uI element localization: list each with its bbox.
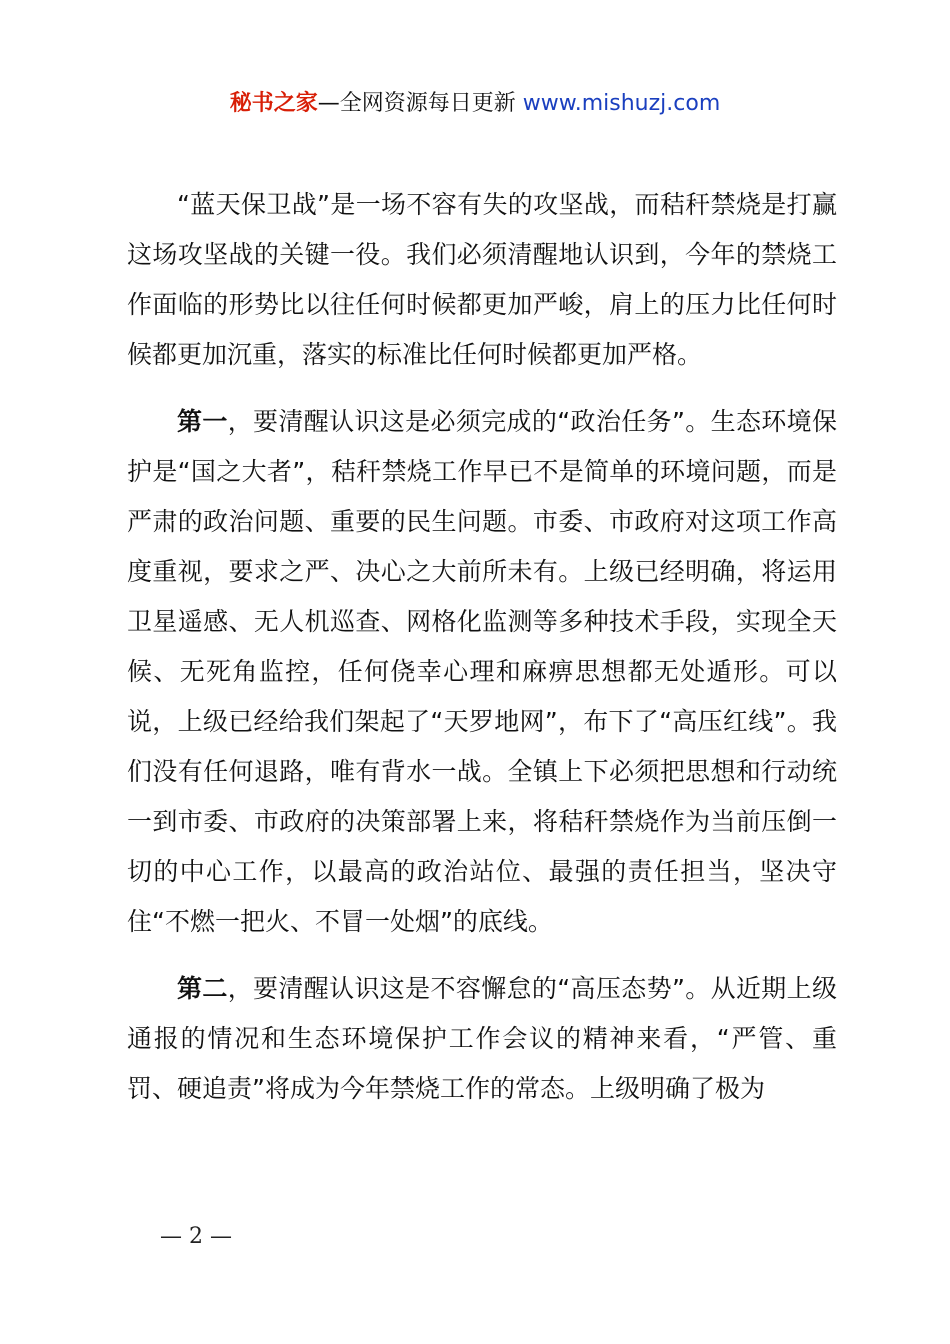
brand-name: 秘书之家 <box>229 91 318 116</box>
page-number: — 2 — <box>160 1224 232 1249</box>
paragraph-text: “蓝天保卫战”是一场不容有失的攻坚战，而秸秆禁烧是打赢这场攻坚战的关键一役。我们必须清醒地认识到，今年的禁烧工作面临的形势比以往任何时候都更加严峻，肩上的压力比任何时候都更加沉重，落实的标准比任何时候都更加严格。 <box>127 190 837 369</box>
site-url-link[interactable]: www.mishuzj.com <box>522 91 721 116</box>
paragraph-text: ，要清醒认识这是不容懈怠的“高压态势”。从近期上级通报的情况和生态环境保护工作会议的精神来看，“严管、重罚、硬追责”将成为今年禁烧工作的常态。上级明确了极为 <box>127 974 837 1103</box>
paragraph-text: ，要清醒认识这是必须完成的“政治任务”。生态环境保护是“国之大者”，秸秆禁烧工作早已不是简单的环境问题，而是严肃的政治问题、重要的民生问题。市委、市政府对这项工作高度重视，要求之严、决心之大前所未有。上级已经明确，将运用卫星遥感、无人机巡查、网格化监测等多种技术手段，实现全天候、无死角监控，任何侥幸心理和麻痹思想都无处遁形。可以说，上级已经给我们架起了“天罗地网”，布下了“高压红线”。我们没有任何退路，唯有背水一战。全镇上下必须把思想和行动统一到市委、市政府的决策部署上来，将秸秆禁烧作为当前压倒一切的中心工作，以最高的政治站位、最强的责任担当，坚决守住“不燃一把火、不冒一处烟”的底线。 <box>127 407 837 936</box>
paragraph-second <box>127 964 837 1114</box>
site-header <box>0 88 950 120</box>
header-tagline: —全网资源每日更新 <box>317 91 523 116</box>
document-body <box>127 180 837 1131</box>
paragraph-first <box>127 397 837 947</box>
paragraph-intro <box>127 180 837 380</box>
paragraph-lead: 第一 <box>177 407 228 436</box>
paragraph-lead: 第二 <box>177 974 228 1003</box>
